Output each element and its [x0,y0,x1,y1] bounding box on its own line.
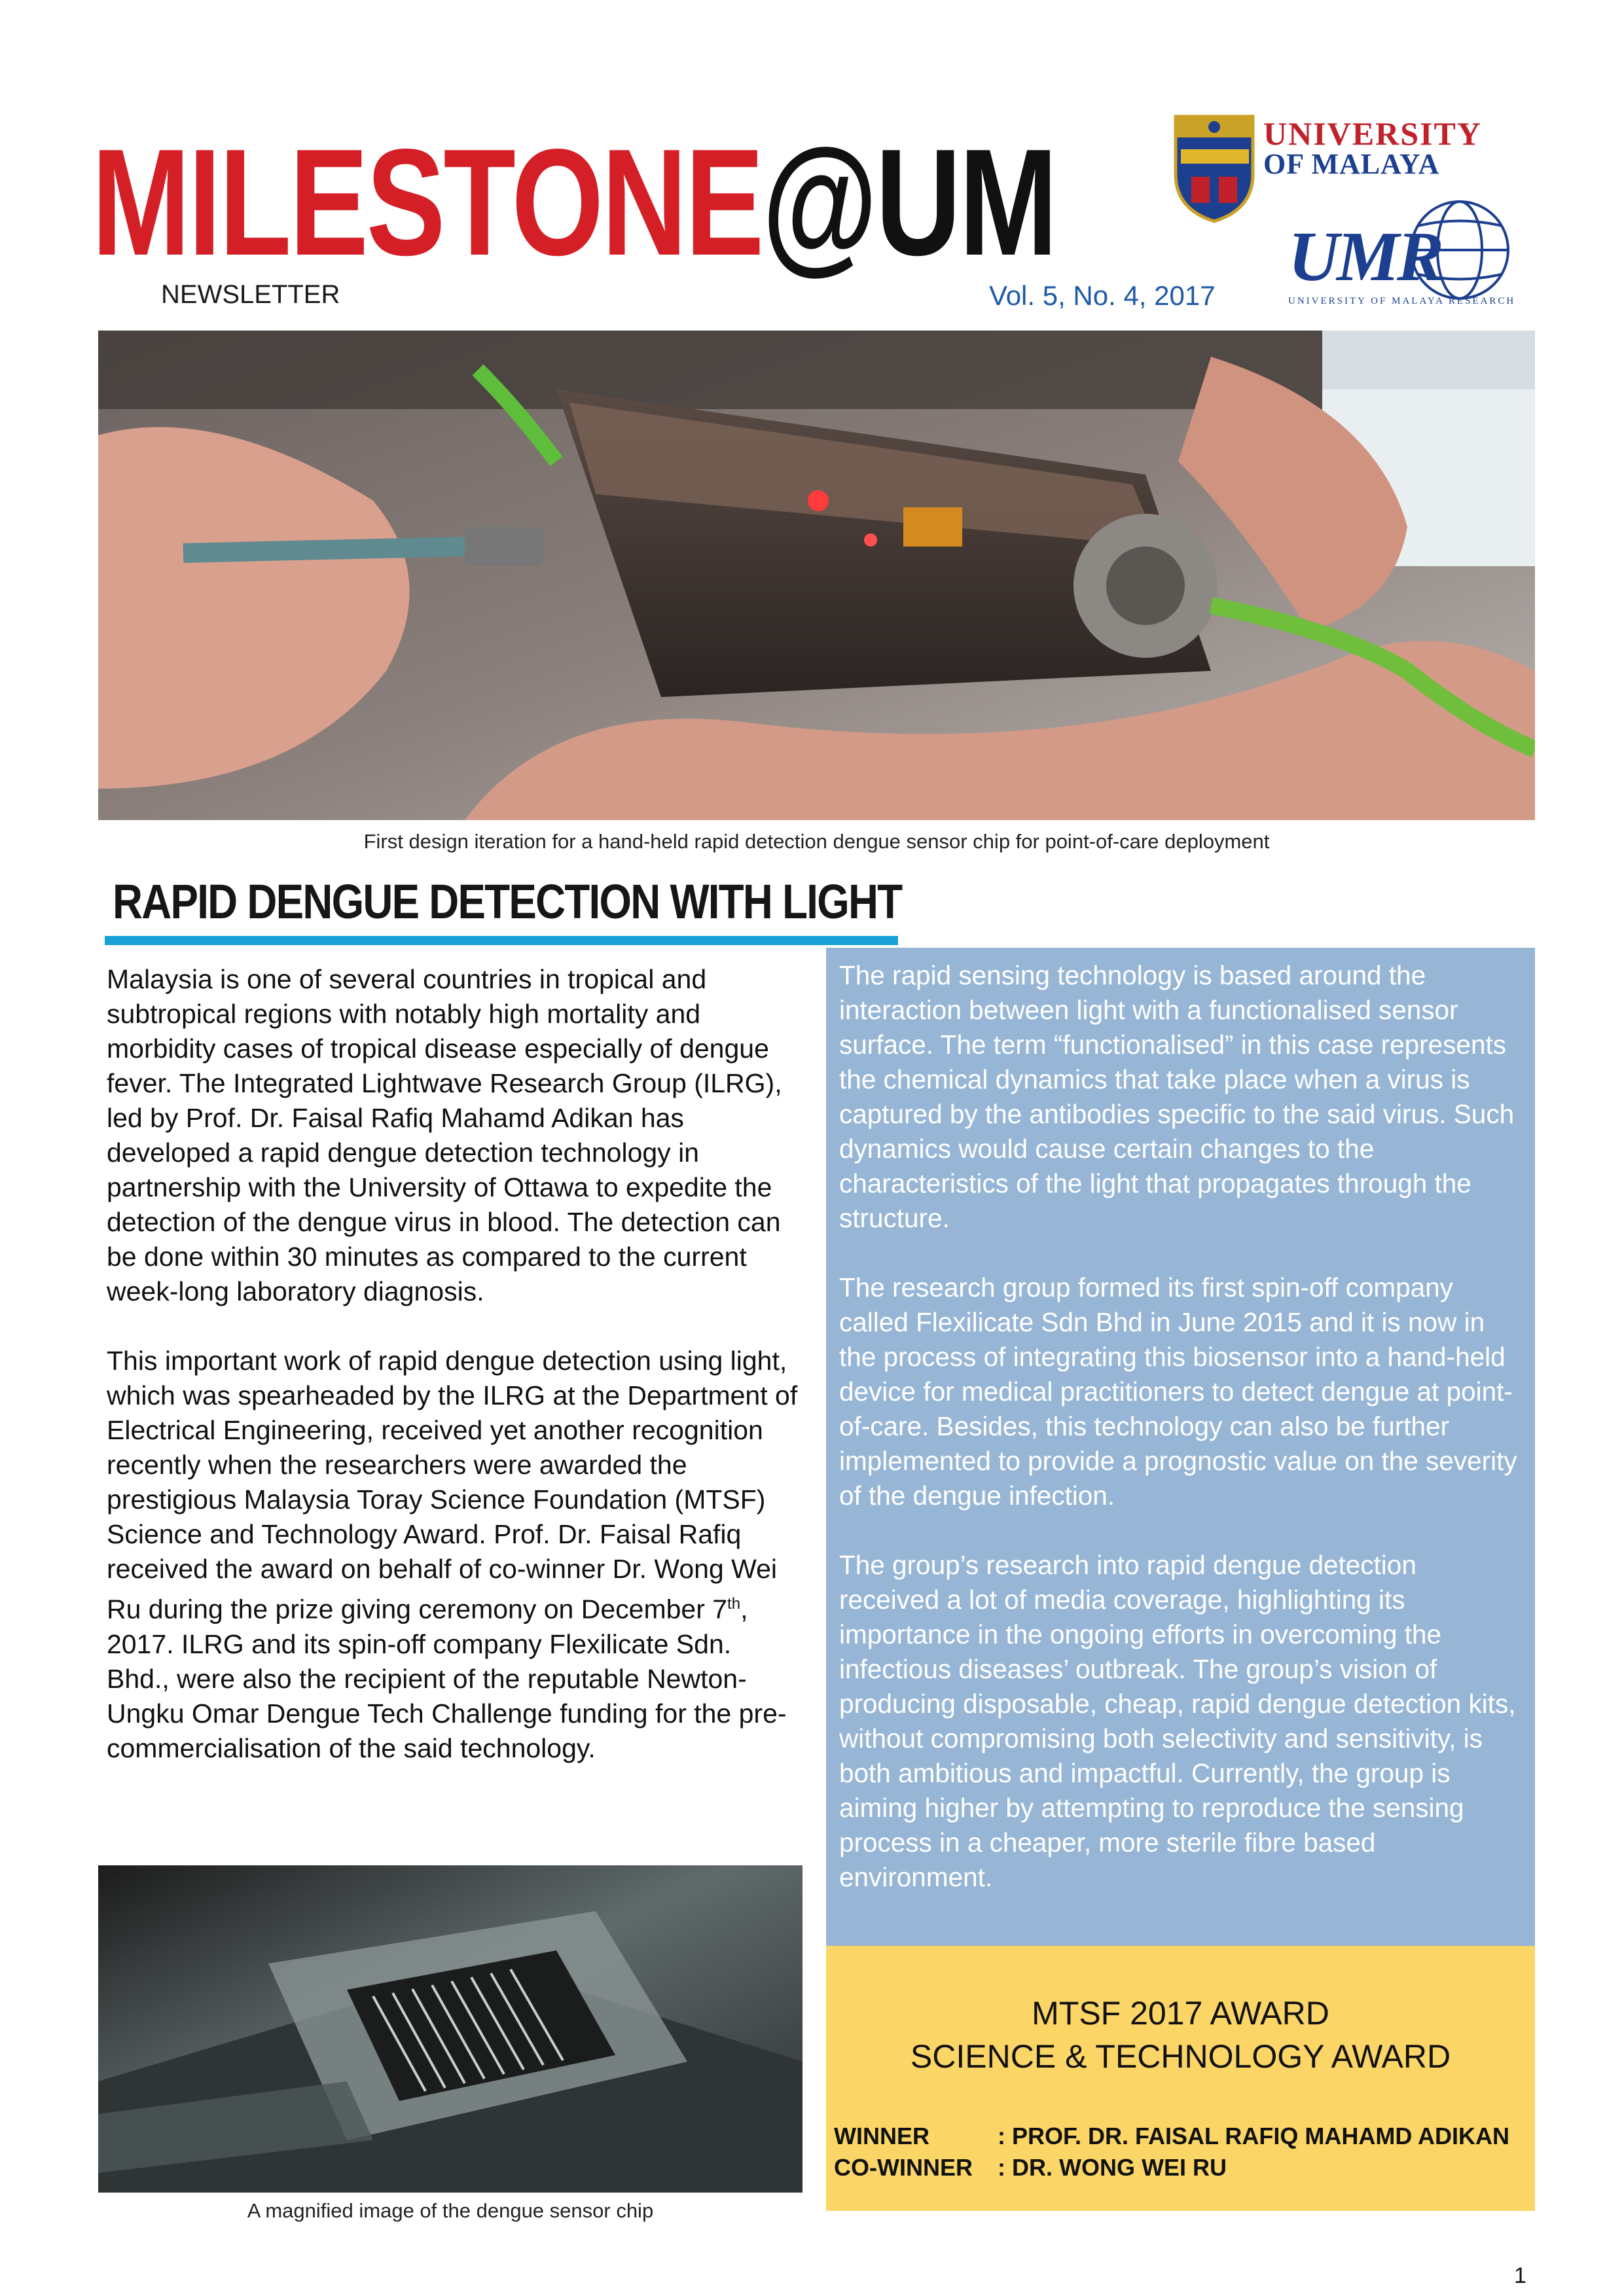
right-paragraph-1: The rapid sensing technology is based around the interaction between light with a functionalised sensor surface. The term “functionalised” in this case represents the chemical dynamics that take place when a virus is captured by the antibodies specific to the said virus. Such dynamics would cause certain changes to the characteristics of the light that propagates through the structure. [839,960,1515,1233]
sensor-device-photo [98,331,1535,820]
award-cowinner-row [834,2154,1227,2181]
top-photo-caption: First design iteration for a hand-held rapid detection dengue sensor chip for point-of-care deployment [363,830,1270,853]
left-paragraph-2 [107,1344,801,1766]
cowinner-label: CO-WINNER [834,2154,973,2181]
cowinner-value: : DR. WONG WEI RU [998,2154,1227,2181]
left-paragraph-1: Malaysia is one of several countries in tropical and subtropical regions with notably high mortality and morbidity cases of tropical disease especially of dengue fever. The Integrated Lightwave Research Group (ILRG), led by Prof. Dr. Faisal Rafiq Mahamd Adikan has developed a rapid dengue detection technology in partnership with the University of Ottawa to expedite the detection of the dengue virus in blood. The detection can be done within 30 minutes as compared to the current week-long laboratory diagnosis. [107,964,782,1306]
bottom-photo-caption: A magnified image of the dengue sensor chip [247,2199,654,2222]
headline-rule [105,936,898,945]
page-number: 1 [1514,2263,1526,2288]
umr-logo-text: UNIVERSITY OF MALAYA RESEARCH [1288,296,1516,306]
winner-label: WINNER [834,2123,929,2149]
sensor-chip-image-icon [98,1865,803,2193]
sensor-device-image-icon [98,331,1535,820]
article-right-panel [826,948,1535,1946]
award-title-line1: MTSF 2017 AWARD [1032,1995,1329,2032]
award-title-line2: SCIENCE & TECHNOLOGY AWARD [910,2038,1451,2075]
award-panel [826,1946,1535,2211]
award-winner-row [834,2123,1509,2150]
left-paragraph-2-text-b: , 2017. ILRG and its spin-off company Flexilicate Sdn. Bhd., were also the recipient of the reputable Newton-Ungku Omar Dengue Tech Challenge funding for the pre-commercialisation of the said technology. [107,1594,787,1763]
volume-label: Vol. 5, No. 4, 2017 [989,280,1216,311]
right-paragraph-3: The group’s research into rapid dengue detection received a lot of media coverage, highlighting its importance in the ongoing efforts in overcoming the infectious diseases’ outbreak. The group’s vision of producing disposable, cheap, rapid dengue detection kits, without compromising both selectivity and sensitivity, is both ambitious and impactful. Currently, the group is aiming higher by attempting to reproduce the sensing process in a cheaper, more sterile fibre based environment. [839,1550,1516,1892]
university-logos [1172,111,1516,334]
masthead-title-black: @UM [762,118,1056,287]
article-headline: RAPID DENGUE DETECTION WITH LIGHT [113,874,902,929]
winner-value: : PROF. DR. FAISAL RAFIQ MAHAMD ADIKAN [998,2123,1509,2149]
newsletter-label: NEWSLETTER [161,280,340,309]
university-name-line2: OF MALAYA [1263,148,1440,180]
masthead-title-red: MILESTONE [92,118,763,287]
ordinal-suffix: th [727,1595,741,1613]
umr-logo-mark: UMR [1288,218,1442,296]
university-name-line1: UNIVERSITY [1263,115,1482,152]
masthead-title [92,118,1056,287]
left-paragraph-2-text-a: This important work of rapid dengue detection using light, which was spearheaded by the ILRG at the Department of Electrical Engineering, received yet another recognition recently when the researchers were awarded the prestigious Malaysia Toray Science Foundation (MTSF) Science and Technology Award. Prof. Dr. Faisal Rafiq received the award on behalf of co-winner Dr. Wong Wei Ru during the prize giving ceremony on December 7 [107,1346,798,1624]
award-title [826,1992,1535,2078]
article-left-column [107,962,801,1801]
right-paragraph-2: The research group formed its first spin-off company called Flexilicate Sdn Bhd in June 2015 and it is now in the process of integrating this biosensor into a hand-held device for medical practitioners to detect dengue at point-of-care. Besides, this technology can also be further implemented to provide a prognostic value on the severity of the dengue infection. [839,1272,1517,1511]
sensor-chip-photo [98,1865,803,2193]
